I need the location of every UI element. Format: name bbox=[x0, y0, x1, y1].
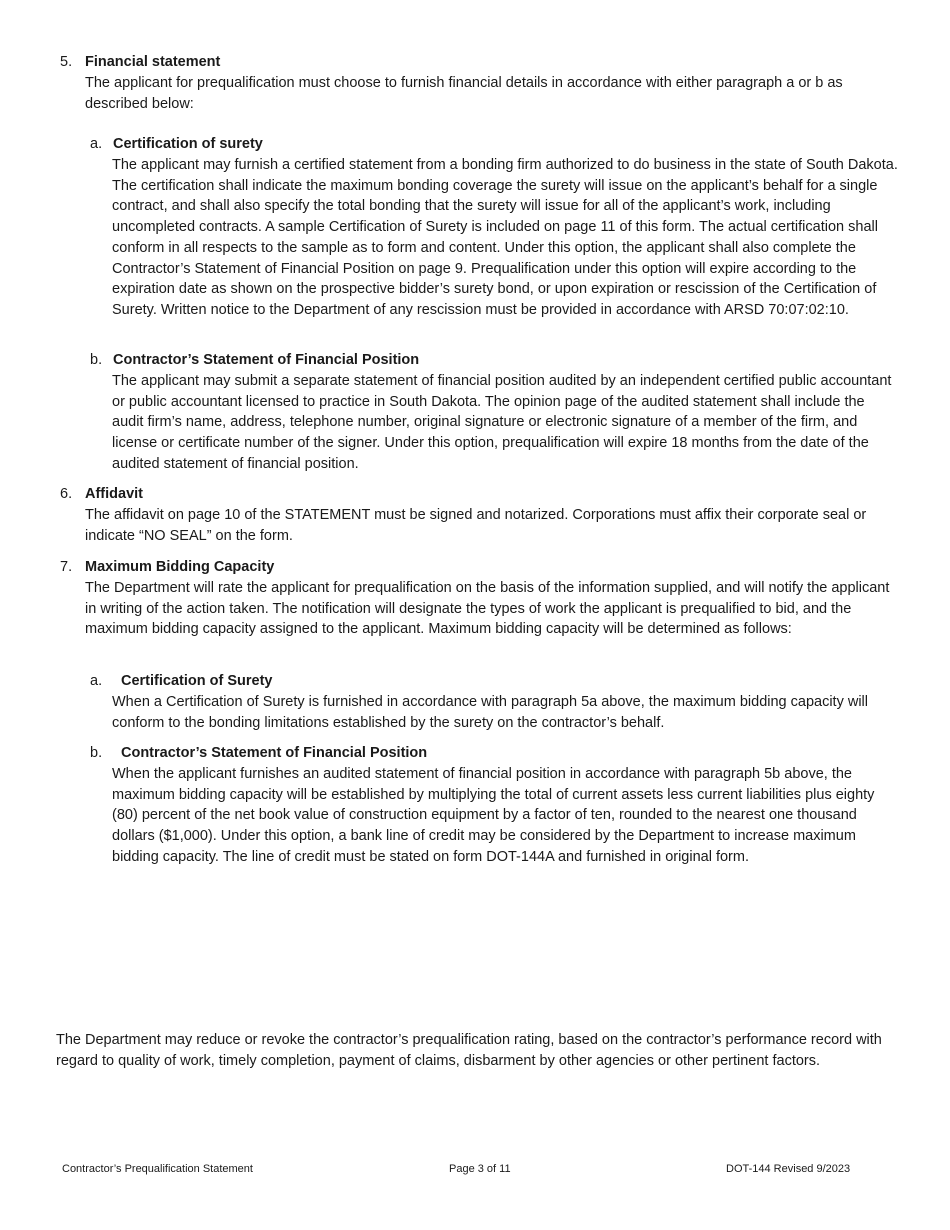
section-7b-label: b. bbox=[90, 745, 103, 761]
section-7-heading: Maximum Bidding Capacity bbox=[85, 559, 275, 575]
section-6-text: The affidavit on page 10 of the STATEMENT must be signed and notarized. Corporations must affix their corporate seal or indicate “NO SEAL” on the form. bbox=[85, 507, 867, 544]
footer-revision: DOT-144 Revised 9/2023 bbox=[726, 1163, 851, 1175]
section-5-heading: Financial statement bbox=[85, 54, 221, 70]
section-5b-text: The applicant may submit a separate statement of financial position audited by an independent certified public accountant or public accountant licensed to practice in South Dakota. The opinion page of the audited statement shall include the audit firm’s name, address, telephone number, original signature or electronic signature of a member of the firm, and license or certificate number of the signer. Under this option, prequalification will expire 18 months from the date of the audited statement of financial position. bbox=[112, 373, 892, 472]
section-5-number: 5. bbox=[60, 54, 73, 70]
section-7a-heading: Certification of Surety bbox=[121, 673, 273, 689]
closing-paragraph: The Department may reduce or revoke the contractor’s prequalification rating, based on the contractor’s performance record with regard to quality of work, timely completion, payment of claims, disbarment by other agencies or other pertinent factors. bbox=[56, 1032, 882, 1069]
section-5a-label: a. bbox=[90, 136, 103, 152]
footer-page-number: Page 3 of 11 bbox=[449, 1163, 511, 1175]
section-5-text: The applicant for prequalification must choose to furnish financial details in accordance with either paragraph a or b as described below: bbox=[85, 75, 843, 112]
section-5b-heading: Contractor’s Statement of Financial Position bbox=[113, 352, 420, 368]
section-6-number: 6. bbox=[60, 486, 73, 502]
section-7b-heading: Contractor’s Statement of Financial Position bbox=[121, 745, 428, 761]
section-7b-text: When the applicant furnishes an audited statement of financial position in accordance with paragraph 5b above, the maximum bidding capacity will be established by multiplying the total of current assets less current liabilities plus eighty (80) percent of the net book value of construction equipment by a factor of ten, rounded to the nearest one thousand dollars ($1,000). Under this option, a bank line of credit may be considered by the Department to increase maximum bidding capacity. The line of credit must be stated on form DOT-144A and furnished in original form. bbox=[112, 766, 875, 865]
section-5b-label: b. bbox=[90, 352, 103, 368]
section-7a-text: When a Certification of Surety is furnished in accordance with paragraph 5a above, the maximum bidding capacity will conform to the bonding limitations established by the surety on the contractor’s behalf. bbox=[112, 694, 868, 731]
section-5a-text: The applicant may furnish a certified statement from a bonding firm authorized to do business in the state of South Dakota. The certification shall indicate the maximum bonding coverage the surety will issue on the applicant’s behalf for a single contract, and shall also specify the total bonding that the surety will issue for all of the applicant’s work, including uncompleted contracts. A sample Certification of Surety is included on page 11 of this form. The actual certification shall conform in all respects to the sample as to form and content. Under this option, the applicant shall also complete the Contractor’s Statement of Financial Position on page 9. Prequalification under this option will expire according to the expiration date as shown on the prospective bidder’s surety bond, or upon expiration or rescission of the Certification of Surety. Written notice to the Department of any rescission must be provided in accordance with ARSD 70:07:02:10. bbox=[112, 157, 898, 318]
footer-form-title: Contractor’s Prequalification Statement bbox=[62, 1163, 253, 1175]
section-5a-heading: Certification of surety bbox=[113, 136, 263, 152]
section-7-text: The Department will rate the applicant for prequalification on the basis of the information supplied, and will notify the applicant in writing of the action taken. The notification will designate the types of work the applicant is prequalified to bid, and the maximum bidding capacity assigned to the applicant. Maximum bidding capacity will be determined as follows: bbox=[85, 580, 890, 638]
section-6-heading: Affidavit bbox=[85, 486, 143, 502]
section-7a-label: a. bbox=[90, 673, 103, 689]
section-7-number: 7. bbox=[60, 559, 73, 575]
